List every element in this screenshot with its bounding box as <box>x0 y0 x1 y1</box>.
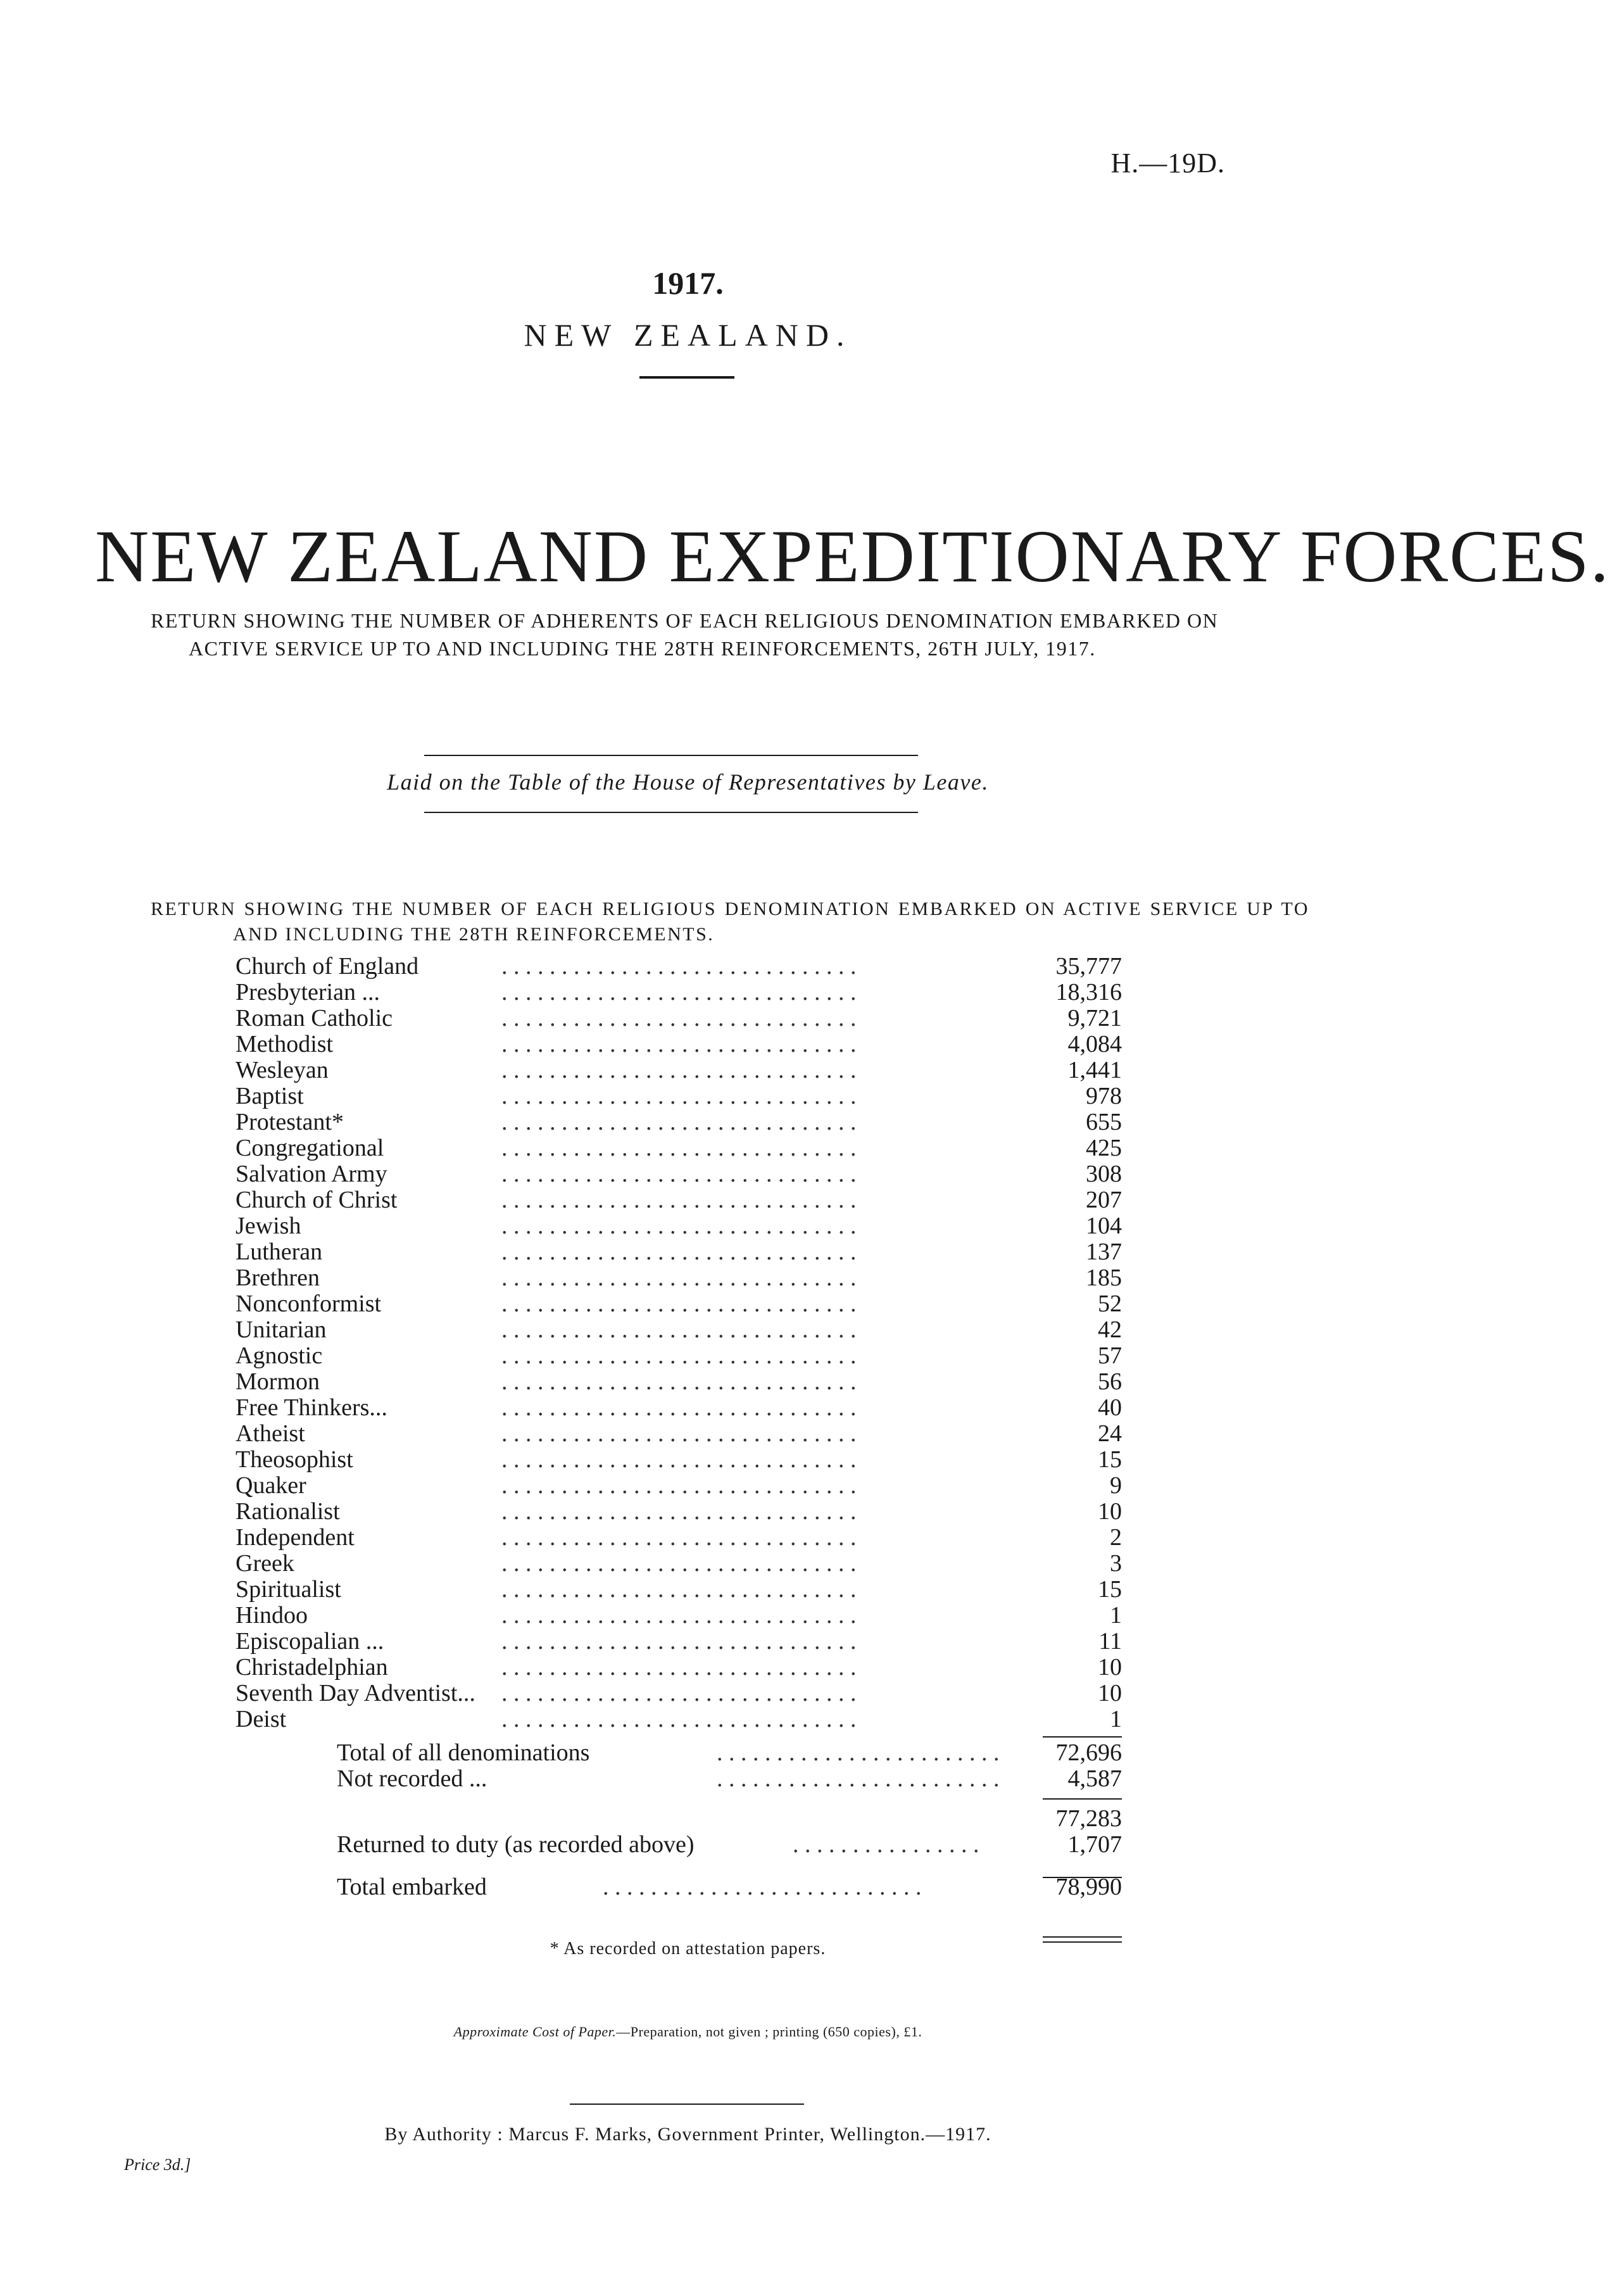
denomination-row <box>236 1395 1122 1421</box>
embarked-label: Total embarked <box>337 1874 492 1900</box>
leader-dots: . . . . . . . . . . . . . . . . . . . . . . . . . . . . . . <box>501 979 857 1006</box>
leader-dots: . . . . . . . . . . . . . . . . . . . . . . . . <box>717 1765 1000 1792</box>
denomination-count: 1 <box>1110 1706 1122 1732</box>
denomination-row <box>236 1109 1122 1135</box>
leader-dots: . . . . . . . . . . . . . . . . . . . . . . . . . . . . . . <box>501 1290 857 1317</box>
leader-dots: . . . . . . . . . . . . . . . . . . . . . . . . . . . <box>603 1874 922 1900</box>
leader-dots: . . . . . . . . . . . . . . . . . . . . . . . . . . . . . . <box>501 1005 857 1031</box>
leader-dots: . . . . . . . . . . . . . . . . . . . . . . . . . . . . . . <box>501 1083 857 1109</box>
leader-dots: . . . . . . . . . . . . . . . . . . . . . . . . . . . . . . <box>501 1109 857 1135</box>
price-label: Price 3d.] <box>124 2155 191 2174</box>
leader-dots: . . . . . . . . . . . . . . . . . . . . . . . . . . . . . . <box>501 1680 857 1706</box>
leader-dots: . . . . . . . . . . . . . . . . . . . . . . . . . . . . . . <box>501 1057 857 1083</box>
denomination-count: 10 <box>1098 1654 1122 1681</box>
denomination-count: 655 <box>1086 1109 1122 1135</box>
denomination-row <box>236 1135 1122 1161</box>
denomination-row <box>236 1629 1122 1655</box>
leader-dots: . . . . . . . . . . . . . . . . . . . . . . . . . . . . . . <box>501 1498 857 1525</box>
not-recorded-row <box>337 1766 1122 1792</box>
denomination-count: 425 <box>1086 1135 1122 1161</box>
denomination-count: 4,084 <box>1067 1031 1122 1057</box>
denomination-name: Rationalist <box>236 1499 346 1525</box>
page-subtitle: RETURN SHOWING THE NUMBER OF ADHERENTS OF EACH RELIGIOUS DENOMINATION EMBARKED ON ACTIVE SERVICE UP TO AND INCLUDING THE 28TH REINFORCEMENTS, 26TH JULY, 1917. <box>151 609 1219 660</box>
denomination-name: Methodist <box>236 1031 339 1057</box>
denomination-row <box>236 1213 1122 1239</box>
denomination-count: 52 <box>1098 1290 1122 1317</box>
denomination-name: Deist <box>236 1706 292 1732</box>
denomination-count: 11 <box>1098 1628 1122 1655</box>
denomination-row <box>236 1577 1122 1603</box>
denomination-row <box>236 1421 1122 1447</box>
leader-dots: . . . . . . . . . . . . . . . . . . . . . . . . <box>717 1739 1000 1766</box>
leader-dots: . . . . . . . . . . . . . . . . . . . . . . . . . . . . . . <box>501 1316 857 1343</box>
denomination-name: Presbyterian ... <box>236 980 386 1006</box>
denomination-name: Theosophist <box>236 1447 360 1473</box>
leader-dots: . . . . . . . . . . . . . . . . . . . . . . . . . . . . . . <box>501 1472 857 1499</box>
not-recorded-label: Not recorded ... <box>337 1766 492 1792</box>
leader-dots: . . . . . . . . . . . . . . . . . . . . . . . . . . . . . . <box>501 1446 857 1473</box>
denomination-name: Hindoo <box>236 1603 314 1629</box>
total-denominations-label: Total of all denominations <box>337 1740 594 1766</box>
denomination-count: 9 <box>1110 1472 1122 1499</box>
denomination-row <box>236 954 1122 980</box>
leader-dots: . . . . . . . . . . . . . . . . . . . . . . . . . . . . . . <box>501 1031 857 1057</box>
denomination-count: 18,316 <box>1055 979 1122 1006</box>
denomination-count: 40 <box>1098 1394 1122 1421</box>
printer-authority: By Authority : Marcus F. Marks, Government Printer, Wellington.—1917. <box>384 2124 991 2145</box>
denomination-count: 15 <box>1098 1446 1122 1473</box>
denomination-name: Mormon <box>236 1369 326 1395</box>
denomination-row <box>236 1083 1122 1109</box>
denomination-count: 10 <box>1098 1680 1122 1706</box>
denomination-row <box>236 1239 1122 1265</box>
denomination-name: Salvation Army <box>236 1161 394 1187</box>
laid-rule-bottom <box>424 812 918 813</box>
denomination-name: Brethren <box>236 1265 326 1291</box>
denomination-count: 15 <box>1098 1576 1122 1603</box>
country-heading: NEW ZEALAND. <box>524 317 852 353</box>
denomination-row <box>236 1265 1122 1291</box>
denomination-row <box>236 1603 1122 1629</box>
denomination-name: Free Thinkers... <box>236 1395 394 1421</box>
denomination-name: Unitarian <box>236 1317 333 1343</box>
leader-dots: . . . . . . . . . . . . . . . . . . . . . . . . . . . . . . <box>501 1602 857 1629</box>
cost-note-text: —Preparation, not given ; printing (650 copies), £1. <box>616 2024 922 2040</box>
denomination-count: 2 <box>1110 1524 1122 1551</box>
totals-block <box>337 1736 1122 1900</box>
denomination-name: Independent <box>236 1525 361 1551</box>
denomination-row <box>236 1317 1122 1343</box>
denomination-name: Protestant* <box>236 1109 350 1135</box>
denomination-count: 10 <box>1098 1498 1122 1525</box>
sum-rule <box>1043 1736 1122 1738</box>
document-reference: H.—19D. <box>1110 148 1225 179</box>
denomination-count: 56 <box>1098 1368 1122 1395</box>
denomination-count: 9,721 <box>1067 1005 1122 1031</box>
leader-dots: . . . . . . . . . . . . . . . . <box>793 1831 979 1858</box>
returned-row <box>337 1832 1122 1858</box>
leader-dots: . . . . . . . . . . . . . . . . . . . . . . . . . . . . . . <box>501 953 857 980</box>
denomination-name: Atheist <box>236 1421 311 1447</box>
leader-dots: . . . . . . . . . . . . . . . . . . . . . . . . . . . . . . <box>501 1394 857 1421</box>
denomination-table <box>236 954 1122 1732</box>
denomination-name: Episcopalian ... <box>236 1629 390 1655</box>
cost-note <box>0 2024 1376 2040</box>
subtotal-row <box>337 1806 1122 1832</box>
leader-dots: . . . . . . . . . . . . . . . . . . . . . . . . . . . . . . <box>501 1654 857 1681</box>
denomination-row <box>236 1031 1122 1057</box>
denomination-row <box>236 1343 1122 1369</box>
authority-divider <box>570 2104 804 2105</box>
page-title: NEW ZEALAND EXPEDITIONARY FORCES. <box>95 515 1610 598</box>
leader-dots: . . . . . . . . . . . . . . . . . . . . . . . . . . . . . . <box>501 1342 857 1369</box>
denomination-row <box>236 1551 1122 1577</box>
denomination-name: Agnostic <box>236 1343 329 1369</box>
denomination-name: Christadelphian <box>236 1655 394 1681</box>
denomination-row <box>236 1057 1122 1083</box>
denomination-row <box>236 1499 1122 1525</box>
leader-dots: . . . . . . . . . . . . . . . . . . . . . . . . . . . . . . <box>501 1368 857 1395</box>
denomination-row <box>236 1369 1122 1395</box>
denomination-row <box>236 1006 1122 1031</box>
not-recorded-value: 4,587 <box>1067 1765 1122 1792</box>
denomination-name: Roman Catholic <box>236 1006 399 1031</box>
denomination-row <box>236 1473 1122 1499</box>
return-heading: RETURN SHOWING THE NUMBER OF EACH RELIGIOUS DENOMINATION EMBARKED ON ACTIVE SERVICE UP TO AND INCLUDING THE 28TH REINFORCEMENTS. <box>151 899 1309 945</box>
leader-dots: . . . . . . . . . . . . . . . . . . . . . . . . . . . . . . <box>501 1161 857 1187</box>
denomination-name: Wesleyan <box>236 1057 335 1083</box>
total-denominations-value: 72,696 <box>1055 1739 1122 1766</box>
denomination-name: Nonconformist <box>236 1291 387 1317</box>
denomination-name: Spiritualist <box>236 1577 348 1603</box>
denomination-row <box>236 1706 1122 1732</box>
denomination-name: Congregational <box>236 1135 390 1161</box>
leader-dots: . . . . . . . . . . . . . . . . . . . . . . . . . . . . . . <box>501 1628 857 1655</box>
denomination-name: Jewish <box>236 1213 307 1239</box>
header-divider <box>639 376 734 379</box>
leader-dots: . . . . . . . . . . . . . . . . . . . . . . . . . . . . . . <box>501 1187 857 1213</box>
leader-dots: . . . . . . . . . . . . . . . . . . . . . . . . . . . . . . <box>501 1550 857 1577</box>
returned-label: Returned to duty (as recorded above) <box>337 1832 700 1858</box>
denomination-count: 35,777 <box>1055 953 1122 980</box>
denomination-row <box>236 1161 1122 1187</box>
denomination-name: Greek <box>236 1551 301 1577</box>
denomination-row <box>236 1681 1122 1706</box>
leader-dots: . . . . . . . . . . . . . . . . . . . . . . . . . . . . . . <box>501 1213 857 1239</box>
year-heading: 1917. <box>652 265 724 301</box>
denomination-row <box>236 1447 1122 1473</box>
leader-dots: . . . . . . . . . . . . . . . . . . . . . . . . . . . . . . <box>501 1239 857 1265</box>
denomination-name: Baptist <box>236 1083 310 1109</box>
returned-value: 1,707 <box>1067 1831 1122 1858</box>
denomination-count: 1 <box>1110 1602 1122 1629</box>
denomination-count: 104 <box>1086 1213 1122 1239</box>
denomination-name: Seventh Day Adventist... <box>236 1681 482 1706</box>
denomination-row <box>236 1187 1122 1213</box>
denomination-count: 308 <box>1086 1161 1122 1187</box>
laid-on-table-note: Laid on the Table of the House of Representatives by Leave. <box>387 769 989 795</box>
denomination-name: Church of England <box>236 954 425 980</box>
double-rule-top <box>1043 1936 1122 1938</box>
denomination-count: 3 <box>1110 1550 1122 1577</box>
denomination-name: Lutheran <box>236 1239 329 1265</box>
laid-rule-top <box>424 755 918 756</box>
total-denominations-row <box>337 1740 1122 1766</box>
denomination-row <box>236 1291 1122 1317</box>
footnote: * As recorded on attestation papers. <box>550 1939 826 1959</box>
leader-dots: . . . . . . . . . . . . . . . . . . . . . . . . . . . . . . <box>501 1265 857 1291</box>
leader-dots: . . . . . . . . . . . . . . . . . . . . . . . . . . . . . . <box>501 1135 857 1161</box>
denomination-count: 1,441 <box>1067 1057 1122 1083</box>
denomination-count: 57 <box>1098 1342 1122 1369</box>
denomination-row <box>236 1655 1122 1681</box>
denomination-count: 137 <box>1086 1239 1122 1265</box>
leader-dots: . . . . . . . . . . . . . . . . . . . . . . . . . . . . . . <box>501 1576 857 1603</box>
denomination-row <box>236 1525 1122 1551</box>
sum-rule <box>1043 1798 1122 1800</box>
leader-dots: . . . . . . . . . . . . . . . . . . . . . . . . . . . . . . <box>501 1524 857 1551</box>
denomination-count: 978 <box>1086 1083 1122 1109</box>
denomination-count: 185 <box>1086 1265 1122 1291</box>
leader-dots: . . . . . . . . . . . . . . . . . . . . . . . . . . . . . . <box>501 1706 857 1732</box>
embarked-row <box>337 1874 1122 1900</box>
denomination-count: 24 <box>1098 1420 1122 1447</box>
leader-dots: . . . . . . . . . . . . . . . . . . . . . . . . . . . . . . <box>501 1420 857 1447</box>
denomination-count: 42 <box>1098 1316 1122 1343</box>
denomination-name: Quaker <box>236 1473 313 1499</box>
denomination-name: Church of Christ <box>236 1187 403 1213</box>
cost-note-label: Approximate Cost of Paper. <box>453 2024 617 2040</box>
embarked-value: 78,990 <box>1055 1874 1122 1900</box>
subtotal-value: 77,283 <box>1055 1805 1122 1832</box>
denomination-row <box>236 980 1122 1006</box>
denomination-count: 207 <box>1086 1187 1122 1213</box>
